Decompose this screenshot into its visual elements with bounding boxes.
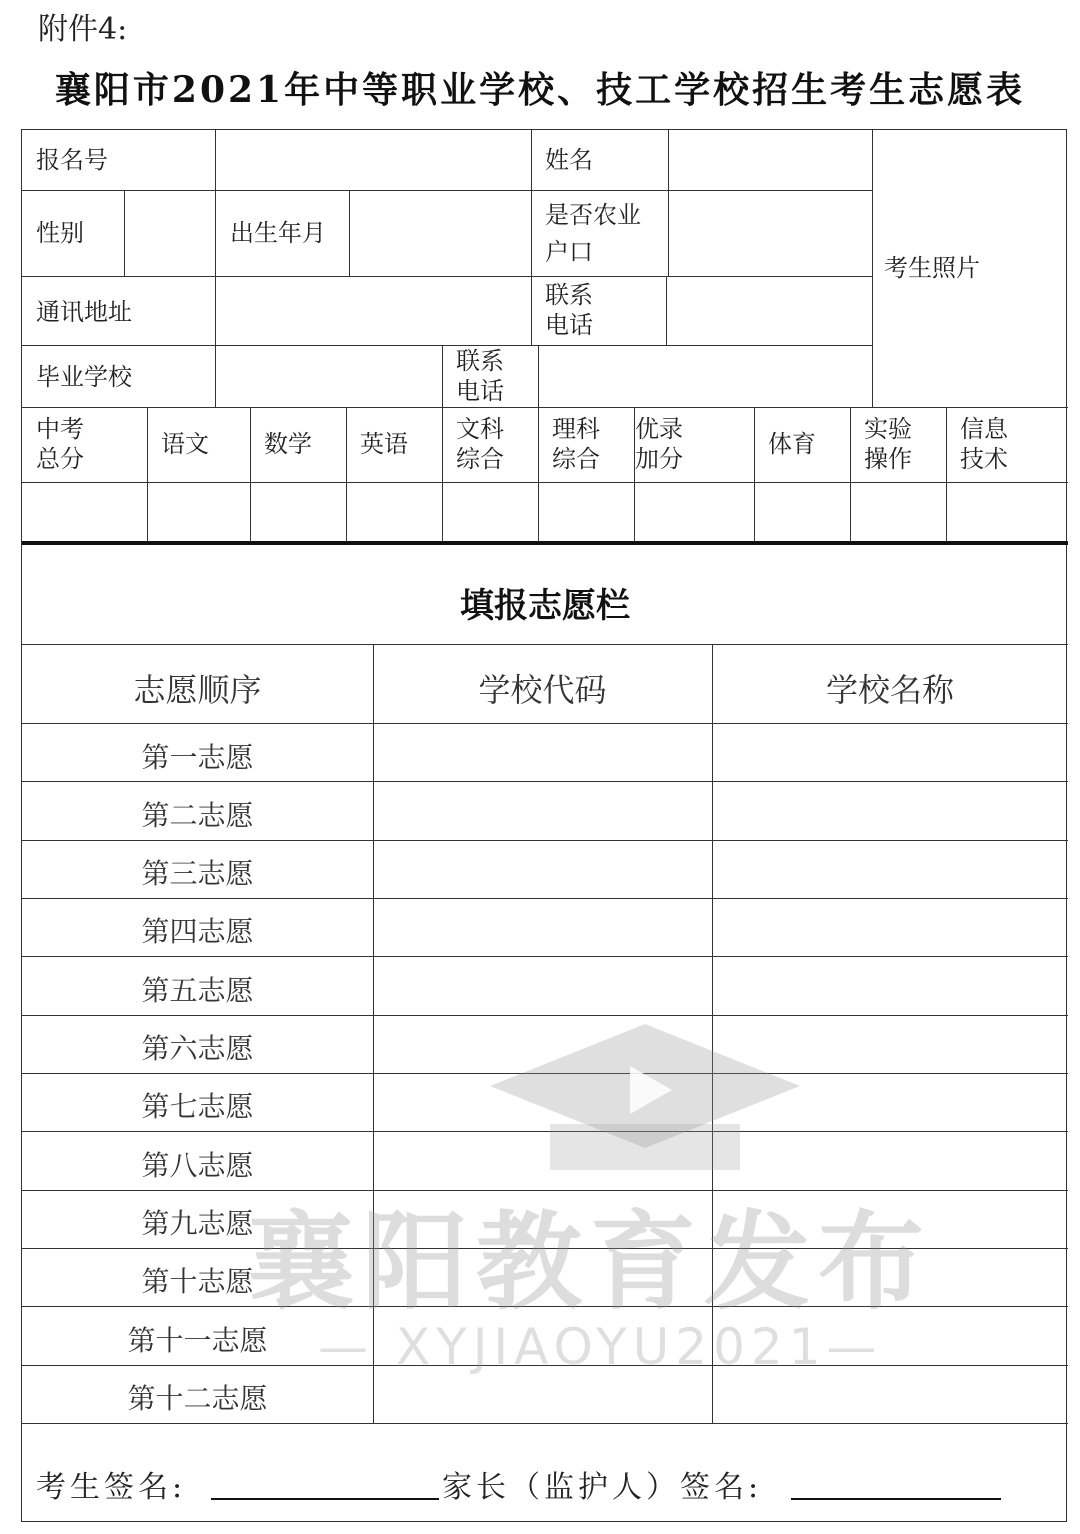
document-title: 襄阳市2021年中等职业学校、技工学校招生考生志愿表 — [54, 69, 1026, 111]
row-line — [22, 956, 1068, 957]
birth-label: 出生年月 — [230, 219, 326, 247]
row-line — [22, 407, 1068, 408]
header-code: 学校代码 — [478, 671, 607, 709]
row-line — [22, 1015, 1068, 1016]
row-line — [22, 1190, 1068, 1191]
phone-label-1a: 联系 — [545, 281, 593, 309]
score-label-math: 数学 — [264, 430, 312, 458]
photo-label: 考生照片 — [884, 254, 980, 282]
watermark-subtext: — XYJIAOYU2021— — [318, 1318, 883, 1376]
col-line — [442, 407, 443, 541]
choice-label: 第七志愿 — [141, 1090, 254, 1123]
choice-label: 第九志愿 — [141, 1207, 254, 1240]
col-line — [124, 190, 125, 276]
choice-label: 第十一志愿 — [127, 1324, 268, 1357]
col-line — [666, 276, 667, 345]
score-label-total-1: 中考 — [36, 415, 84, 443]
parent-signature-label: 家长（监护人）签名: — [442, 1470, 763, 1505]
reg-no-label: 报名号 — [36, 146, 108, 174]
row-line — [22, 1131, 1068, 1132]
col-line — [872, 130, 873, 407]
row-line — [22, 345, 872, 346]
phone-label-2b: 电话 — [456, 377, 504, 405]
score-label-lab-2: 操作 — [864, 445, 912, 473]
col-line — [250, 407, 251, 541]
address-label: 通讯地址 — [36, 298, 132, 326]
student-signature-line[interactable] — [211, 1498, 439, 1500]
col-line — [754, 407, 755, 541]
score-label-pe: 体育 — [768, 430, 816, 458]
col-line — [349, 190, 350, 276]
row-line — [22, 190, 872, 191]
choice-label: 第六志愿 — [141, 1032, 254, 1065]
row-line — [22, 482, 1068, 483]
col-line — [442, 345, 443, 407]
score-label-total-2: 总分 — [36, 445, 84, 473]
name-label: 姓名 — [545, 146, 593, 174]
col-line — [215, 130, 216, 407]
row-line — [22, 1248, 1068, 1249]
gender-label: 性别 — [36, 219, 84, 247]
row-line — [22, 781, 1068, 782]
section-divider — [22, 541, 1068, 545]
score-label-chinese: 语文 — [161, 430, 209, 458]
col-line — [346, 407, 347, 541]
row-line — [22, 840, 1068, 841]
row-line — [22, 1423, 1068, 1424]
choice-label: 第二志愿 — [141, 799, 254, 832]
row-line — [22, 1365, 1068, 1366]
choice-label: 第十二志愿 — [127, 1382, 268, 1415]
header-order: 志愿顺序 — [133, 671, 262, 709]
row-line — [22, 898, 1068, 899]
score-label-bonus-1: 优录 — [635, 415, 683, 443]
col-line — [850, 407, 851, 541]
score-label-english: 英语 — [360, 430, 408, 458]
row-line — [22, 644, 1068, 645]
choice-label: 第八志愿 — [141, 1149, 254, 1182]
col-line — [147, 407, 148, 541]
score-label-lab-1: 实验 — [864, 415, 912, 443]
score-label-it-2: 技术 — [960, 445, 1008, 473]
school-label: 毕业学校 — [36, 363, 132, 391]
agri-label-1: 是否农业 — [545, 201, 641, 229]
row-line — [22, 723, 1068, 724]
header-school-name: 学校名称 — [825, 671, 954, 709]
parent-signature-line[interactable] — [791, 1498, 1001, 1500]
choice-label: 第三志愿 — [141, 857, 254, 890]
col-line — [538, 407, 539, 541]
score-label-liberal-1: 文科 — [456, 415, 504, 443]
col-line — [531, 130, 532, 345]
phone-label-2a: 联系 — [456, 347, 504, 375]
section-title: 填报志愿栏 — [460, 586, 630, 626]
score-label-liberal-2: 综合 — [456, 445, 504, 473]
col-line — [668, 130, 669, 276]
score-label-bonus-2: 加分 — [635, 445, 683, 473]
agri-label-2: 户口 — [545, 238, 593, 266]
col-line — [946, 407, 947, 541]
watermark-text: 襄阳教育发布 — [248, 1201, 932, 1324]
application-form — [21, 129, 1067, 1522]
choice-label: 第四志愿 — [141, 915, 254, 948]
row-line — [22, 276, 872, 277]
score-label-science-1: 理科 — [552, 415, 600, 443]
choice-label: 第五志愿 — [141, 974, 254, 1007]
score-label-science-2: 综合 — [552, 445, 600, 473]
student-signature-label: 考生签名: — [36, 1470, 187, 1505]
choice-label: 第十志愿 — [141, 1265, 254, 1298]
attachment-label: 附件4: — [38, 12, 128, 47]
row-line — [22, 1306, 1068, 1307]
phone-label-1b: 电话 — [545, 311, 593, 339]
col-line — [538, 345, 539, 407]
score-label-it-1: 信息 — [960, 415, 1008, 443]
choice-label: 第一志愿 — [141, 741, 254, 774]
row-line — [22, 1073, 1068, 1074]
